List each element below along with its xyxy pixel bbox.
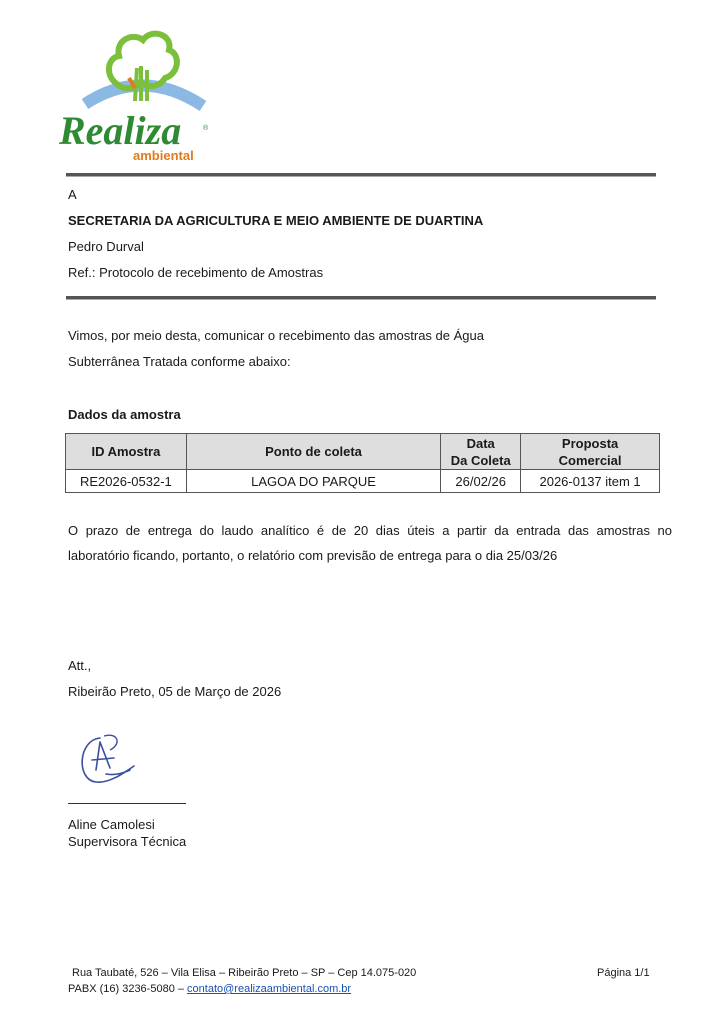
place-date: Ribeirão Preto, 05 de Março de 2026 — [68, 684, 282, 699]
svg-text:®: ® — [203, 125, 209, 132]
col-header-proposta-l1: Proposta — [561, 435, 619, 451]
recipient-name: SECRETARIA DA AGRICULTURA E MEIO AMBIENTE DE DUARTINA — [68, 213, 484, 228]
header-divider-bottom — [66, 296, 656, 300]
footer-phone: PABX (16) 3236-5080 – — [68, 983, 188, 995]
signer-name: Aline Camolesi — [68, 817, 155, 832]
cell-data: 26/02/26 — [441, 470, 521, 493]
col-header-data-l1: Data — [466, 435, 495, 451]
addressee-prefix: A — [68, 187, 77, 202]
col-header-proposta — [521, 434, 660, 470]
col-header-data — [441, 434, 521, 470]
section-title: Dados da amostra — [68, 407, 181, 422]
deadline-line-2: laboratório ficando, portanto, o relatório com previsão de entrega para o dia 25/03/26 — [68, 548, 558, 563]
cell-proposta: 2026-0137 item 1 — [521, 470, 660, 493]
handwritten-signature — [70, 730, 150, 790]
footer-address: Rua Taubaté, 526 – Vila Elisa – Ribeirão Preto – SP – Cep 14.075-020 — [72, 967, 417, 979]
page-number: Página 1/1 — [597, 967, 650, 979]
table-row — [66, 470, 660, 493]
footer-email-link[interactable]: contato@realizaambiental.com.br — [187, 983, 352, 995]
cell-ponto: LAGOA DO PARQUE — [186, 470, 440, 493]
header-divider-top — [66, 173, 656, 177]
intro-line-1: Vimos, por meio desta, comunicar o recebimento das amostras de Água — [68, 328, 484, 343]
recipient-person: Pedro Durval — [68, 239, 144, 254]
col-header-id: ID Amostra — [66, 434, 187, 470]
col-header-proposta-l2: Comercial — [558, 452, 622, 468]
col-header-ponto: Ponto de coleta — [186, 434, 440, 470]
footer-contact — [68, 982, 351, 997]
closing-att: Att., — [68, 658, 92, 673]
deadline-paragraph — [68, 518, 672, 568]
deadline-line-1: O prazo de entrega do laudo analítico é de 20 dias úteis a partir da entrada das amostras no — [68, 523, 672, 538]
realiza-tree-logo — [55, 26, 215, 166]
intro-line-2: Subterrânea Tratada conforme abaixo: — [68, 354, 291, 369]
table-header-row — [66, 434, 660, 470]
samples-table — [65, 433, 660, 493]
company-logo — [55, 26, 215, 166]
logo-text-realiza: Realiza — [59, 108, 182, 153]
cell-id: RE2026-0532-1 — [66, 470, 187, 493]
col-header-data-l2: Da Coleta — [450, 452, 511, 468]
reference-line: Ref.: Protocolo de recebimento de Amostras — [68, 265, 324, 280]
signature-line — [68, 803, 186, 804]
signer-role: Supervisora Técnica — [68, 834, 187, 849]
logo-text-ambiental: ambiental — [133, 148, 194, 163]
